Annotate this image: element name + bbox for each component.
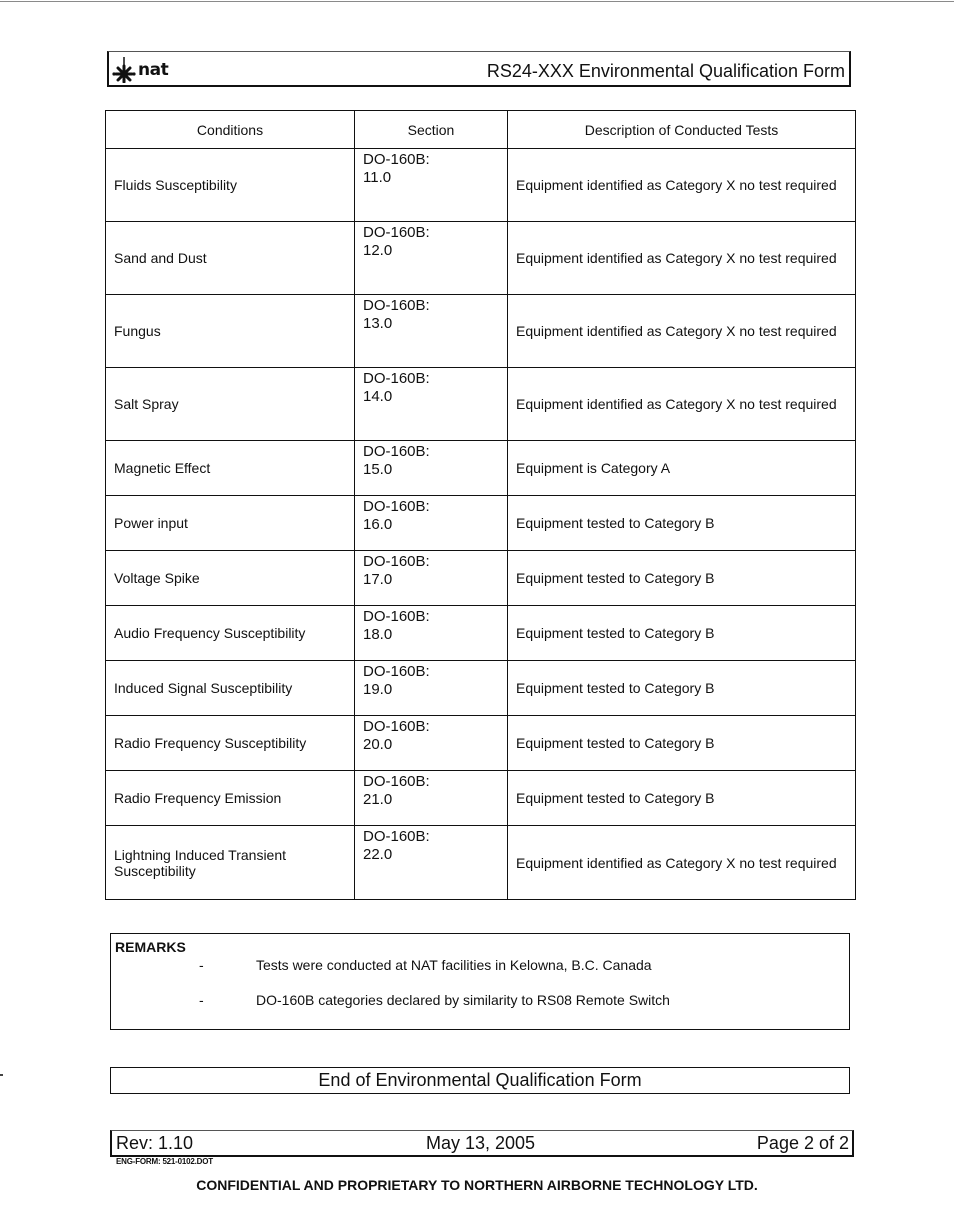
description-cell: Equipment identified as Category X no test required (508, 149, 856, 222)
section-cell (355, 295, 508, 368)
section-standard: DO-160B: (363, 608, 430, 625)
form-footer (110, 1130, 854, 1157)
page-number: Page 2 of 2 (756, 1133, 849, 1153)
remark-bullet: - (199, 957, 204, 973)
section-number: 16.0 (363, 516, 393, 533)
section-number: 22.0 (363, 846, 393, 863)
description-cell: Equipment tested to Category B (508, 661, 856, 716)
logo-text: nat (138, 60, 169, 80)
remarks-section (110, 933, 850, 1030)
condition-cell: Magnetic Effect (106, 441, 355, 496)
table-row (106, 661, 856, 716)
table-row (106, 149, 856, 222)
section-standard: DO-160B: (363, 297, 430, 314)
condition-cell: Induced Signal Susceptibility (106, 661, 355, 716)
qualification-table (105, 110, 856, 900)
table-row (106, 222, 856, 295)
description-cell: Equipment tested to Category B (508, 551, 856, 606)
scan-top-line (0, 1, 954, 2)
section-standard: DO-160B: (363, 370, 430, 387)
table-row (106, 368, 856, 441)
scan-mark (0, 1074, 3, 1076)
section-standard: DO-160B: (363, 718, 430, 735)
remark-text: Tests were conducted at NAT facilities in Kelowna, B.C. Canada (256, 957, 652, 973)
section-cell (355, 441, 508, 496)
section-cell (355, 771, 508, 826)
section-number: 15.0 (363, 461, 393, 478)
remark-bullet: - (199, 992, 204, 1008)
table-row (106, 716, 856, 771)
section-number: 13.0 (363, 315, 393, 332)
condition-cell: Power input (106, 496, 355, 551)
condition-cell: Voltage Spike (106, 551, 355, 606)
table-row (106, 441, 856, 496)
section-number: 11.0 (363, 169, 392, 186)
remarks-title: REMARKS (115, 939, 186, 955)
section-standard: DO-160B: (363, 443, 430, 460)
section-cell (355, 606, 508, 661)
description-cell: Equipment identified as Category X no test required (508, 295, 856, 368)
column-header-section: Section (355, 111, 508, 149)
section-number: 21.0 (363, 791, 393, 808)
nat-logo (112, 57, 168, 83)
table-row (106, 826, 856, 900)
section-number: 20.0 (363, 736, 393, 753)
condition-cell: Radio Frequency Emission (106, 771, 355, 826)
confidentiality-notice: CONFIDENTIAL AND PROPRIETARY TO NORTHERN AIRBORNE TECHNOLOGY LTD. (196, 1177, 758, 1193)
form-code: ENG-FORM: 521-0102.DOT (116, 1157, 213, 1166)
column-header-conditions: Conditions (106, 111, 355, 149)
table-row (106, 295, 856, 368)
section-cell (355, 826, 508, 900)
description-cell: Equipment identified as Category X no test required (508, 368, 856, 441)
section-standard: DO-160B: (363, 498, 430, 515)
section-cell (355, 222, 508, 295)
form-title: RS24-XXX Environmental Qualification Form (486, 61, 845, 81)
section-cell (355, 716, 508, 771)
description-cell: Equipment tested to Category B (508, 496, 856, 551)
section-standard: DO-160B: (363, 224, 430, 241)
condition-cell: Lightning Induced Transient Susceptibility (106, 826, 355, 900)
section-standard: DO-160B: (363, 773, 430, 790)
table-row (106, 551, 856, 606)
table-header-row (106, 111, 856, 149)
section-cell (355, 496, 508, 551)
description-cell: Equipment is Category A (508, 441, 856, 496)
section-cell (355, 551, 508, 606)
remark-text: DO-160B categories declared by similarity to RS08 Remote Switch (256, 992, 670, 1008)
condition-cell: Salt Spray (106, 368, 355, 441)
section-standard: DO-160B: (363, 663, 430, 680)
table-row (106, 496, 856, 551)
section-standard: DO-160B: (363, 828, 430, 845)
condition-cell: Sand and Dust (106, 222, 355, 295)
form-header (107, 51, 851, 87)
table-row (106, 771, 856, 826)
section-cell (355, 368, 508, 441)
section-cell (355, 149, 508, 222)
section-standard: DO-160B: (363, 553, 430, 570)
table-row (106, 606, 856, 661)
description-cell: Equipment identified as Category X no test required (508, 826, 856, 900)
condition-cell: Fluids Susceptibility (106, 149, 355, 222)
section-number: 18.0 (363, 626, 393, 643)
revision-label: Rev: 1.10 (116, 1133, 194, 1153)
column-header-description: Description of Conducted Tests (508, 111, 856, 149)
section-number: 12.0 (363, 242, 393, 259)
description-cell: Equipment tested to Category B (508, 771, 856, 826)
section-number: 19.0 (363, 681, 393, 698)
description-cell: Equipment tested to Category B (508, 606, 856, 661)
section-standard: DO-160B: (363, 151, 430, 168)
section-number: 14.0 (363, 388, 393, 405)
section-number: 17.0 (363, 571, 393, 588)
end-of-form-banner: End of Environmental Qualification Form (110, 1067, 850, 1094)
condition-cell: Audio Frequency Susceptibility (106, 606, 355, 661)
section-cell (355, 661, 508, 716)
description-cell: Equipment tested to Category B (508, 716, 856, 771)
logo-star-icon (112, 57, 136, 83)
condition-cell: Radio Frequency Susceptibility (106, 716, 355, 771)
condition-cell: Fungus (106, 295, 355, 368)
description-cell: Equipment identified as Category X no test required (508, 222, 856, 295)
footer-date: May 13, 2005 (426, 1133, 536, 1153)
